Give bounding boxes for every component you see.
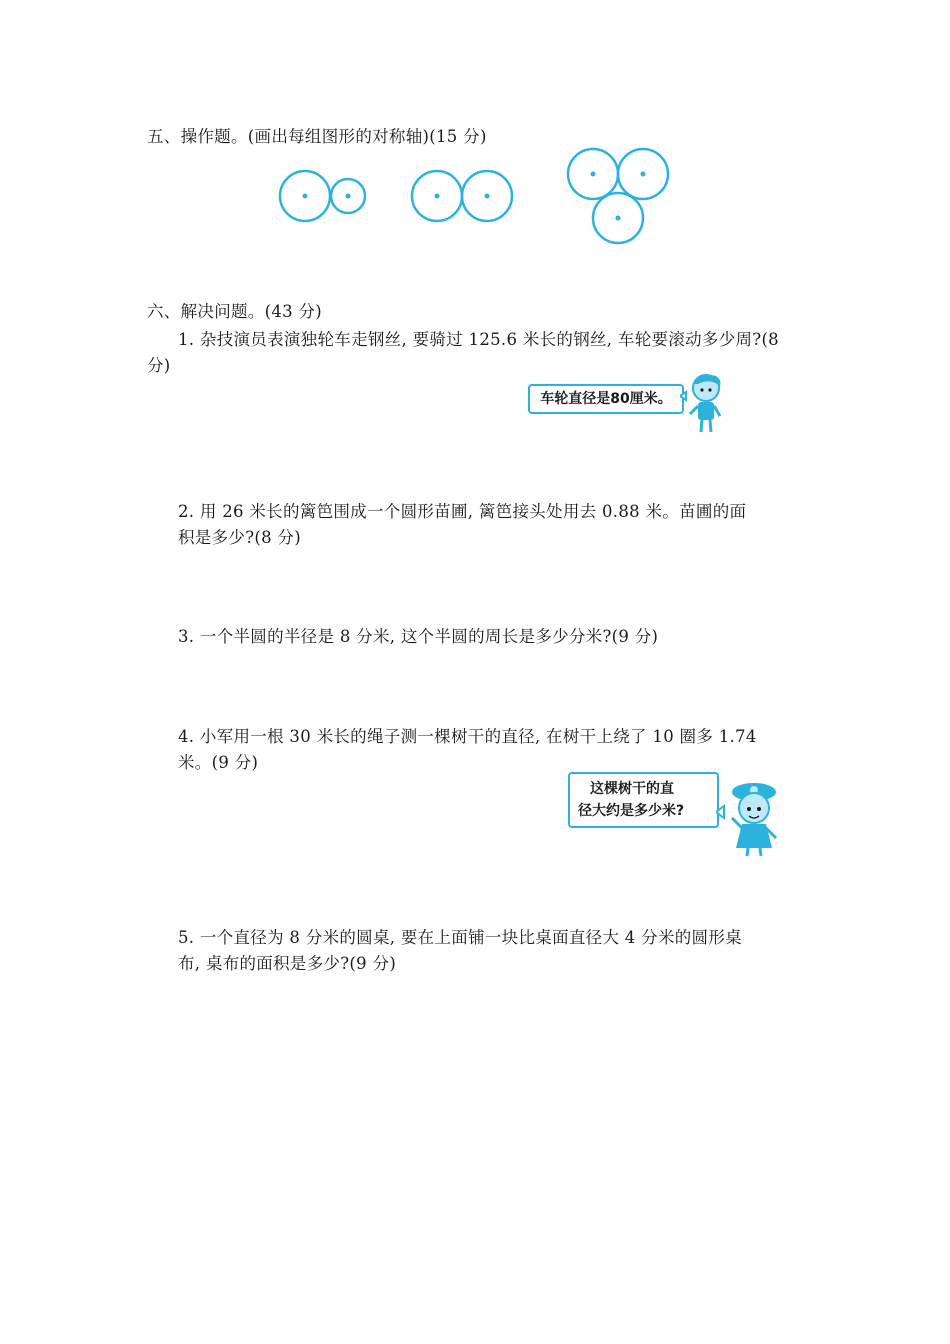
question4-hint-bubble <box>568 772 719 828</box>
figure1-large-center <box>303 194 308 199</box>
question2-text-line2: 积是多少?(8 分) <box>178 528 301 547</box>
question2-text-line1: 2. 用 26 米长的篱笆围成一个圆形苗圃, 篱笆接头处用去 0.88 米。苗圃的面 <box>178 502 747 521</box>
figure3-top-left-center <box>591 172 596 177</box>
figure3-bottom-center <box>616 216 621 221</box>
figure-group-2 <box>412 171 512 221</box>
question5-text-line2: 布, 桌布的面积是多少?(9 分) <box>178 954 397 973</box>
question4-text-line1: 4. 小军用一根 30 米长的绳子测一棵树干的直径, 在树干上绕了 10 圈多 1.74 <box>178 727 757 746</box>
question3-text: 3. 一个半圆的半径是 8 分米, 这个半圆的周长是多少分米?(9 分) <box>178 627 659 646</box>
girl-character-icon <box>716 778 782 858</box>
figure-group-3 <box>568 149 668 243</box>
figure2-left-center <box>435 194 440 199</box>
figure-group-1 <box>280 171 365 221</box>
question4-hint-line1: 这棵树干的直 <box>590 781 674 797</box>
figure1-small-center <box>346 194 351 199</box>
question5-text-line1: 5. 一个直径为 8 分米的圆桌, 要在上面铺一块比桌面直径大 4 分米的圆形桌 <box>178 928 742 947</box>
question1-text-line1: 1. 杂技演员表演独轮车走钢丝, 要骑过 125.6 米长的钢丝, 车轮要滚动多少周?(8 <box>178 330 779 349</box>
question1-hint-bubble: 车轮直径是80厘米。 <box>528 384 684 414</box>
section6-title: 六、解决问题。(43 分) <box>147 302 323 321</box>
section5-title: 五、操作题。(画出每组图形的对称轴)(15 分) <box>147 127 487 146</box>
figure3-top-right-center <box>641 172 646 177</box>
boy-character-icon <box>680 372 732 436</box>
question4-text-line2: 米。(9 分) <box>178 753 259 772</box>
figure2-right-center <box>485 194 490 199</box>
question4-hint-line2: 径大约是多少米? <box>578 803 685 819</box>
question1-text-line2: 分) <box>147 356 171 375</box>
